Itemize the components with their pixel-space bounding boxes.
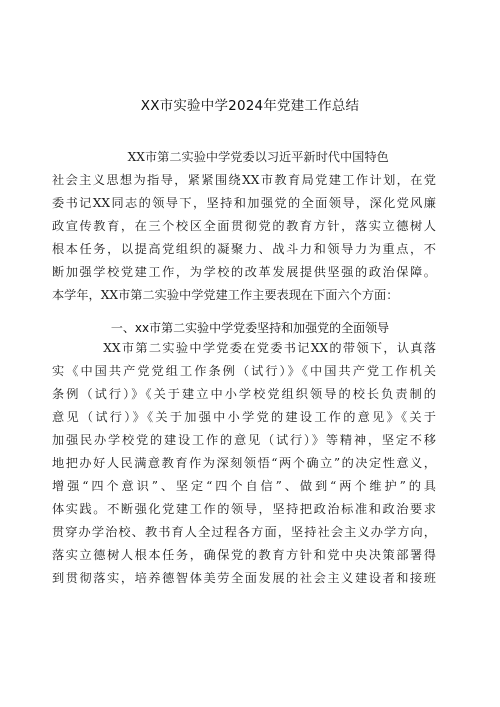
text-line: 贯穿办学治校、教书育人全过程各方面，坚持社会主义办学方向， xyxy=(52,525,436,539)
intro-paragraph xyxy=(52,146,436,307)
text-line: 到贯彻落实，培养德智体美劳全面发展的社会主义建设者和接班 xyxy=(52,571,436,585)
text-line: 地把办好人民满意教育作为深刻领悟“两个确立”的决定性意义， xyxy=(52,456,436,470)
text-line: 断加强学校党建工作，为学校的改革发展提供坚强的政治保障。 xyxy=(52,265,436,279)
text-line: 委书记XX同志的领导下，坚持和加强党的全面领导，深化党风廉 xyxy=(52,196,436,210)
text-line: 实《中国共产党党组工作条例（试行）》《中国共产党工作机关 xyxy=(52,364,436,378)
section-heading: 一、xx市第二实验中学党委坚持和加强党的全面领导 xyxy=(110,321,390,335)
text-line: 加强民办学校党的建设工作的意见（试行）》等精神，坚定不移 xyxy=(52,433,436,447)
section-paragraph xyxy=(52,337,436,590)
text-line: 根本任务，以提高党组织的凝聚力、战斗力和领导力为重点，不 xyxy=(52,242,436,256)
text-line: 体实践。不断强化党建工作的领导，坚持把政治标准和政治要求 xyxy=(52,502,436,516)
text-line: 增强“四个意识”、坚定“四个自信”、做到“两个维护”的具 xyxy=(52,479,436,493)
text-line: XX市第二实验中学党委以习近平新时代中国特色 xyxy=(127,150,389,164)
document-title: XX市实验中学2024年党建工作总结 xyxy=(140,98,360,114)
text-line: 条例（试行）》《关于建立中小学校党组织领导的校长负责制的 xyxy=(52,387,436,401)
text-line: 社会主义思想为指导，紧紧围绕XX市教育局党建工作计划，在党 xyxy=(52,173,436,187)
text-line: 本学年，XX市第二实验中学党建工作主要表现在下面六个方面： xyxy=(52,288,399,302)
text-line: XX市第二实验中学党委在党委书记XX的带领下，认真落 xyxy=(103,341,436,355)
text-line: 落实立德树人根本任务，确保党的教育方针和党中央决策部署得 xyxy=(52,548,436,562)
text-line: 意见（试行）》《关于加强中小学党的建设工作的意见》《关于 xyxy=(52,410,436,424)
text-line: 政宣传教育，在三个校区全面贯彻党的教育方针，落实立德树人 xyxy=(52,219,436,233)
